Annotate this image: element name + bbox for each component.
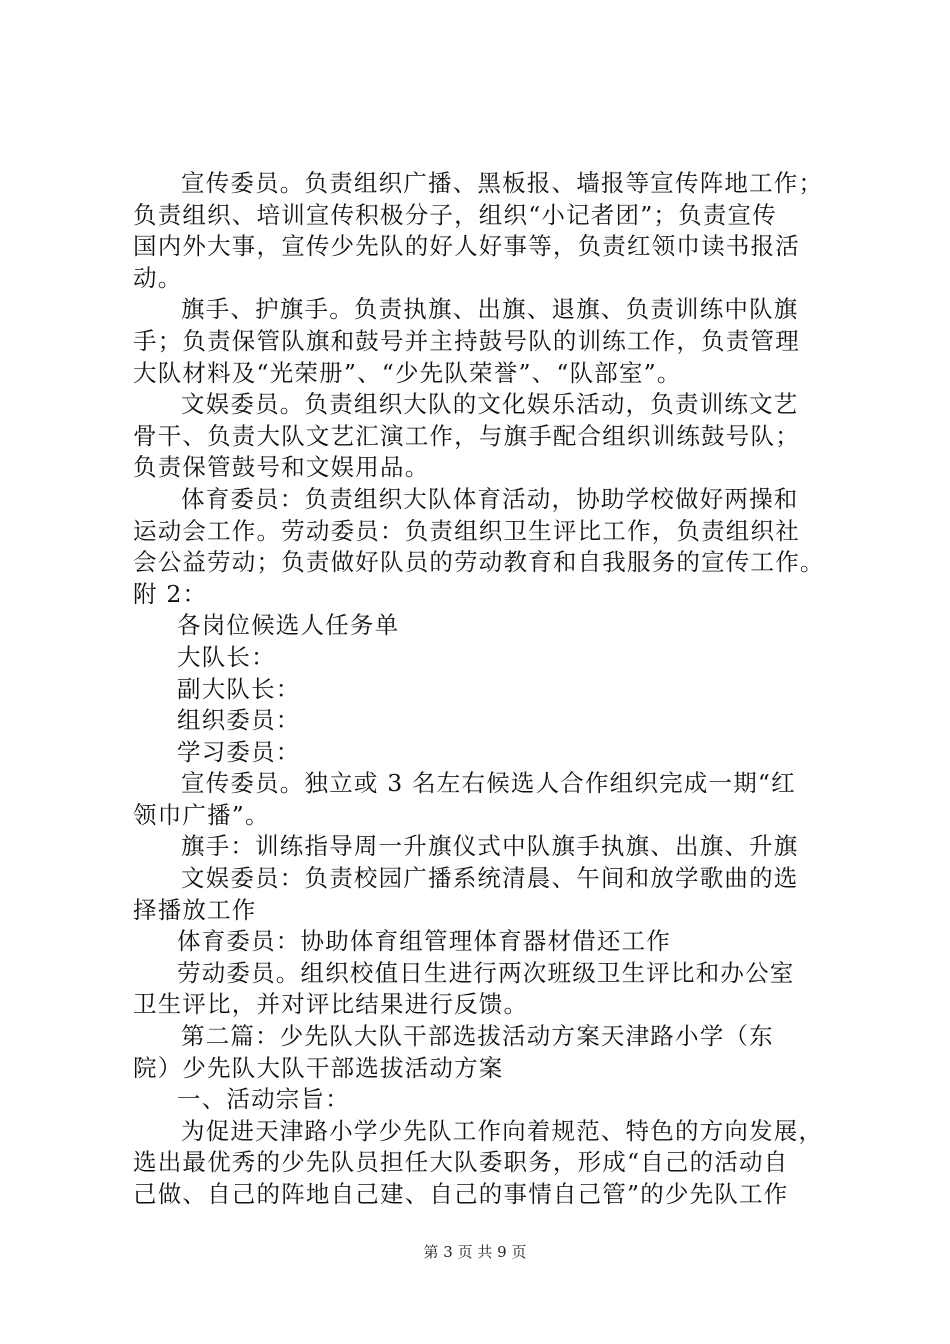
text-line: 旗手：训练指导周一升旗仪式中队旗手执旗、出旗、升旗 xyxy=(181,832,799,861)
text-line: 国内外大事，宣传少先队的好人好事等，负责红领巾读书报活 xyxy=(133,232,800,261)
text-line: 择播放工作 xyxy=(133,895,257,924)
text-line: 运动会工作。劳动委员：负责组织卫生评比工作，负责组织社 xyxy=(133,516,800,545)
text-line: 选出最优秀的少先队员担任大队委职务，形成“自己的活动自 xyxy=(133,1148,789,1177)
text-line: 体育委员：负责组织大队体育活动，协助学校做好两操和 xyxy=(181,484,799,513)
text-line: 组织委员： xyxy=(177,706,301,735)
text-line: 宣传委员。负责组织广播、黑板报、墙报等宣传阵地工作； xyxy=(181,169,824,197)
text-line: 各岗位候选人任务单 xyxy=(177,611,400,640)
text-line: 劳动委员。组织校值日生进行两次班级卫生评比和办公室 xyxy=(177,958,795,987)
text-line: 宣传委员。独立或 3 名左右候选人合作组织完成一期“红 xyxy=(181,769,796,798)
text-line: 院）少先队大队干部选拔活动方案 xyxy=(133,1053,504,1082)
text-line: 卫生评比，并对评比结果进行反馈。 xyxy=(133,990,529,1019)
page-number-footer: 第 3 页 共 9 页 xyxy=(423,1243,527,1261)
text-line: 负责组织、培训宣传积极分子，组织“小记者团”；负责宣传 xyxy=(133,200,777,229)
text-line: 领巾广播”。 xyxy=(133,800,270,829)
text-line: 大队长： xyxy=(177,642,276,671)
text-line: 动。 xyxy=(133,263,183,292)
text-line: 文娱委员：负责校园广播系统清晨、午间和放学歌曲的选 xyxy=(181,864,799,893)
text-line: 副大队长： xyxy=(177,674,301,703)
text-line: 文娱委员。负责组织大队的文化娱乐活动，负责训练文艺 xyxy=(181,390,799,419)
text-line: 会公益劳动；负责做好队员的劳动教育和自我服务的宣传工作。 xyxy=(133,548,825,577)
text-line: 学习委员： xyxy=(177,737,301,766)
text-line: 手；负责保管队旗和鼓号并主持鼓号队的训练工作，负责管理 xyxy=(133,326,800,355)
document-body xyxy=(133,168,837,1211)
text-line: 体育委员：协助体育组管理体育器材借还工作 xyxy=(177,927,671,956)
text-line: 己做、自己的阵地自己建、自己的事情自己管”的少先队工作 xyxy=(133,1180,789,1208)
text-line: 附 2： xyxy=(133,579,208,608)
text-line: 为促进天津路小学少先队工作向着规范、特色的方向发展， xyxy=(181,1116,824,1145)
text-line: 骨干、负责大队文艺汇演工作，与旗手配合组织训练鼓号队； xyxy=(133,421,800,450)
text-line: 一、活动宗旨： xyxy=(177,1085,350,1114)
text-line: 大队材料及“光荣册”、“少先队荣誉”、“队部室”。 xyxy=(133,358,682,387)
text-line: 负责保管鼓号和文娱用品。 xyxy=(133,453,430,482)
text-line: 第二篇：少先队大队干部选拔活动方案天津路小学（东 xyxy=(181,1022,774,1051)
text-line: 旗手、护旗手。负责执旗、出旗、退旗、负责训练中队旗 xyxy=(181,295,799,324)
